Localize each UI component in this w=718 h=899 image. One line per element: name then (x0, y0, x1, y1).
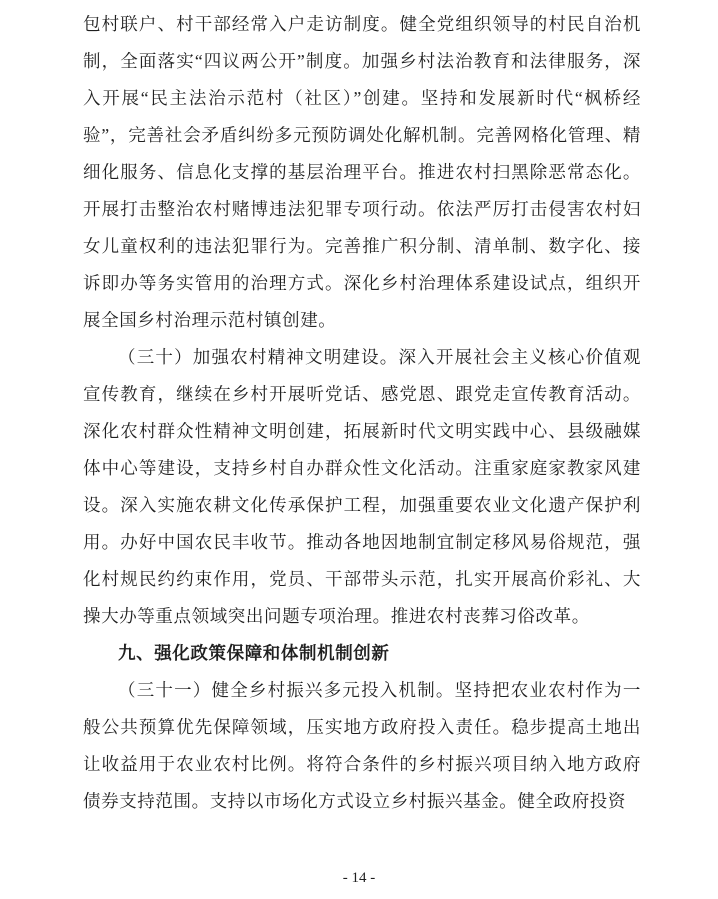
section-heading-9: 九、强化政策保障和体制机制创新 (118, 643, 390, 663)
paragraph-item-30: （三十）加强农村精神文明建设。深入开展社会主义核心价值观宣传教育，继续在乡村开展听党话、感党恩、跟党走宣传教育活动。深化农村群众性精神文明创建，拓展新时代文明实践中心、县级融媒体中心等建设，支持乡村自办群众性文化活动。注重家庭家教家风建设。深入实施农耕文化传承保护工程，加强重要农业文化遗产保护利用。办好中国农民丰收节。推动各地因地制宜制定移风易俗规范，强化村规民约约束作用，党员、干部带头示范，扎实开展高价彩礼、大操大办等重点领域突出问题专项治理。推进农村丧葬习俗改革。 (83, 347, 641, 626)
document-body (83, 6, 641, 820)
paragraph-item-31: （三十一）健全乡村振兴多元投入机制。坚持把农业农村作为一般公共预算优先保障领域，压实地方政府投入责任。稳步提高土地出让收益用于农业农村比例。将符合条件的乡村振兴项目纳入地方政府债券支持范围。支持以市场化方式设立乡村振兴基金。健全政府投资 (83, 680, 641, 811)
paragraph-governance-continued: 包村联户、村干部经常入户走访制度。健全党组织领导的村民自治机制，全面落实“四议两公开”制度。加强乡村法治教育和法律服务，深入开展“民主法治示范村（社区）”创建。坚持和发展新时代“枫桥经验”，完善社会矛盾纠纷多元预防调处化解机制。完善网格化管理、精细化服务、信息化支撑的基层治理平台。推进农村扫黑除恶常态化。开展打击整治农村赌博违法犯罪专项行动。依法严厉打击侵害农村妇女儿童权利的违法犯罪行为。完善推广积分制、清单制、数字化、接诉即办等务实管用的治理方式。深化乡村治理体系建设试点，组织开展全国乡村治理示范村镇创建。 (83, 14, 641, 330)
page-number: - 14 - (342, 870, 376, 886)
